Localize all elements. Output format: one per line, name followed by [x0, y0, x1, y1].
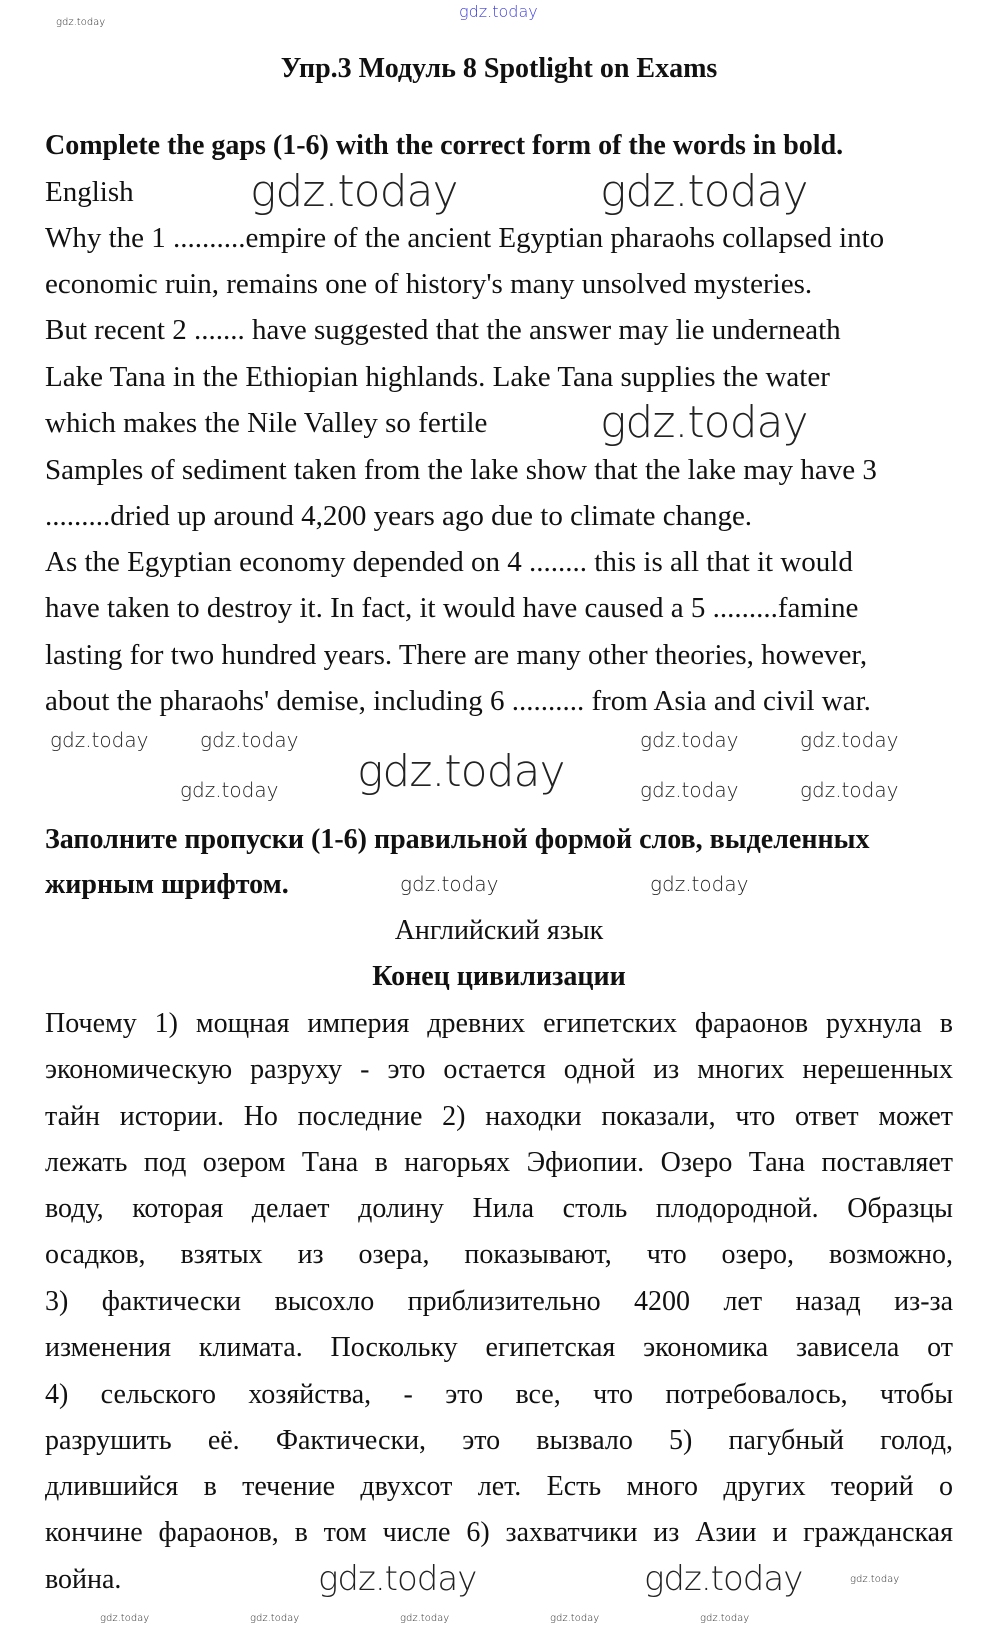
watermark: gdz.today	[250, 1613, 300, 1624]
text-line: изменения климата. Поскольку египетская экономика зависела от	[45, 1332, 953, 1363]
russian-instruction: жирным шрифтом.	[45, 869, 289, 900]
english-instruction: Complete the gaps (1-6) with the correct form of the words in bold.	[45, 130, 844, 161]
watermark: gdz.today	[550, 1613, 600, 1624]
text-line: Lake Tana in the Ethiopian highlands. Lake Tana supplies the water	[45, 361, 830, 393]
text-line: экономическую разруху - это остается одной из многих нерешенных	[45, 1054, 953, 1085]
text-line: Why the 1 ..........empire of the ancient Egyptian pharaohs collapsed into	[45, 222, 885, 254]
text-line: тайн истории. Но последние 2) находки показали, что ответ может	[45, 1101, 953, 1132]
watermark: gdz.today	[250, 166, 458, 217]
watermark: gdz.today	[459, 2, 538, 21]
text-line: Samples of sediment taken from the lake show that the lake may have 3	[45, 454, 877, 486]
watermark: gdz.today	[400, 872, 499, 896]
watermark: gdz.today	[200, 728, 299, 752]
watermark: gdz.today	[700, 1613, 750, 1624]
text-line: осадков, взятых из озера, показывают, что озеро, возможно,	[45, 1239, 953, 1270]
watermark: gdz.today	[800, 778, 899, 802]
watermark: gdz.today	[644, 1559, 803, 1599]
watermark: gdz.today	[600, 397, 808, 448]
watermark: gdz.today	[180, 778, 279, 802]
watermark: gdz.today	[850, 1574, 900, 1585]
text-line: кончине фараонов, в том числе 6) захватчики из Азии и гражданская	[45, 1517, 953, 1548]
text-line: have taken to destroy it. In fact, it would have caused a 5 .........famine	[45, 592, 859, 624]
text-line: which makes the Nile Valley so fertile	[45, 407, 488, 439]
text-line: лежать под озером Тана в нагорьях Эфиопии. Озеро Тана поставляет	[45, 1147, 953, 1178]
watermark: gdz.today	[800, 728, 899, 752]
text-line: about the pharaohs' demise, including 6 .......... from Asia and civil war.	[45, 685, 871, 717]
watermark: gdz.today	[640, 728, 739, 752]
text-line: As the Egyptian economy depended on 4 ........ this is all that it would	[45, 546, 853, 578]
watermark: gdz.today	[50, 728, 149, 752]
text-line: Почему 1) мощная империя древних египетских фараонов рухнула в	[45, 1008, 953, 1039]
text-line: воду, которая делает долину Нила столь плодородной. Образцы	[45, 1193, 953, 1224]
text-line: длившийся в течение двухсот лет. Есть много других теорий о	[45, 1471, 953, 1502]
english-subject: English	[45, 176, 134, 208]
text-line: lasting for two hundred years. There are many other theories, however,	[45, 639, 868, 671]
page-title: Упр.3 Модуль 8 Spotlight on Exams	[280, 53, 718, 84]
text-line: 3) фактически высохло приблизительно 4200 лет назад из-за	[45, 1286, 953, 1317]
text-line: разрушить её. Фактически, это вызвало 5) пагубный голод,	[45, 1425, 953, 1456]
watermark: gdz.today	[56, 17, 106, 28]
text-line: война.	[45, 1564, 122, 1595]
text-line: economic ruin, remains one of history's many unsolved mysteries.	[45, 268, 813, 300]
text-line: .........dried up around 4,200 years ago due to climate change.	[45, 500, 753, 532]
watermark: gdz.today	[400, 1613, 450, 1624]
watermark: gdz.today	[318, 1559, 477, 1599]
watermark: gdz.today	[600, 166, 808, 217]
russian-heading: Конец цивилизации	[372, 961, 626, 992]
watermark: gdz.today	[640, 778, 739, 802]
russian-subject: Английский язык	[394, 915, 604, 946]
watermark: gdz.today	[650, 872, 749, 896]
watermark: gdz.today	[357, 746, 565, 797]
watermark: gdz.today	[100, 1613, 150, 1624]
text-line: But recent 2 ....... have suggested that the answer may lie underneath	[45, 314, 841, 346]
text-line: 4) сельского хозяйства, - это все, что потребовалось, чтобы	[45, 1379, 953, 1410]
russian-instruction: Заполните пропуски (1-6) правильной формой слов, выделенных	[45, 824, 870, 855]
